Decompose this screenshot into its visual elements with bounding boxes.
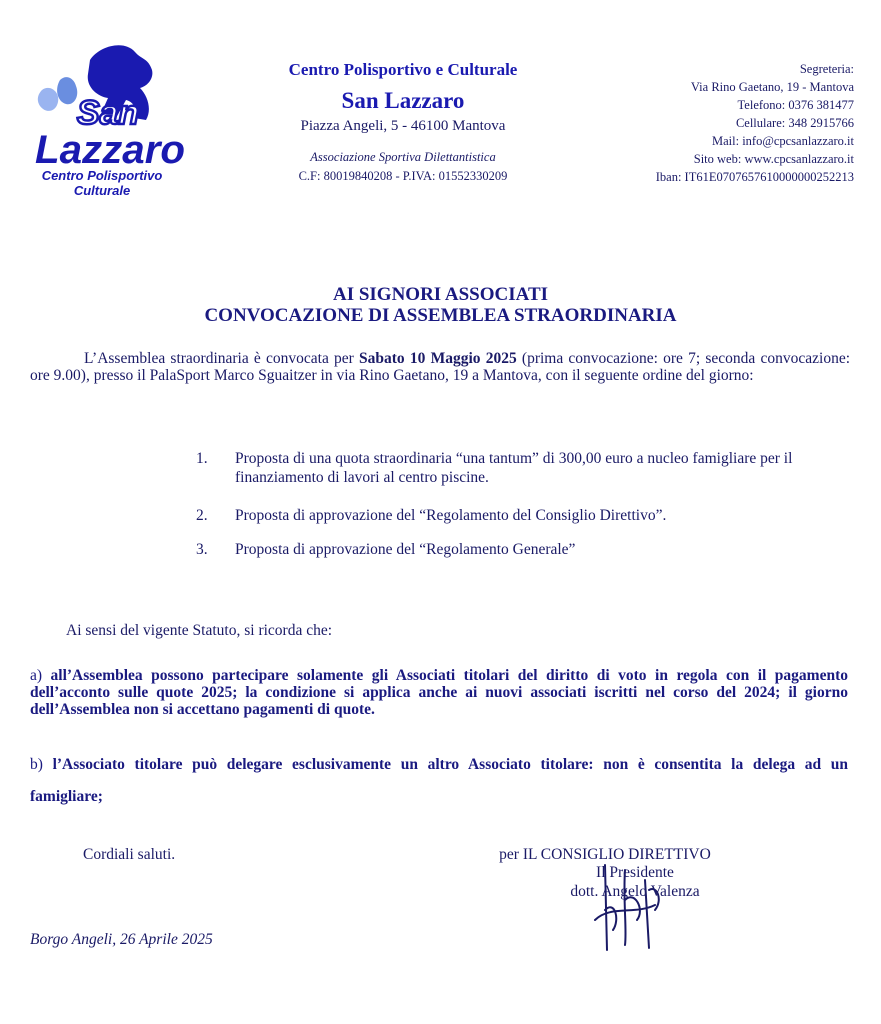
secretariat-label: Segreteria: xyxy=(799,62,854,76)
point-b-line1 xyxy=(30,749,848,781)
agenda-text: Proposta di approvazione del “Regolamento Generale” xyxy=(235,541,576,558)
secretariat-mail[interactable]: Mail: info@cpcsanlazzaro.it xyxy=(711,134,854,148)
intro-before: L’Assemblea straordinaria è convocata per xyxy=(84,350,360,367)
point-b-text2: famigliare; xyxy=(30,788,103,805)
title-line2: CONVOCAZIONE DI ASSEMBLEA STRAORDINARIA xyxy=(204,305,677,326)
signature-line1: per IL CONSIGLIO DIRETTIVO xyxy=(499,846,711,863)
san-lazzaro-logo xyxy=(30,40,190,200)
logo-san-text: San xyxy=(76,94,140,132)
intro-date: Sabato 10 Maggio 2025 xyxy=(359,350,517,367)
secretariat-iban: Iban: IT61E0707657610000000252213 xyxy=(655,170,854,184)
handwritten-signature xyxy=(575,860,675,955)
agenda-num: 2. xyxy=(196,507,208,524)
point-b-text1: l’Associato titolare può delegare esclusivamente un altro Associato titolare: non è consentita la delega ad un xyxy=(52,756,848,773)
agenda-text: Proposta di una quota straordinaria “una tantum” di 300,00 euro a nucleo famigliare per il finanziamento di lavori al centro piscine. xyxy=(235,450,793,486)
agenda-num: 3. xyxy=(196,541,208,558)
secretariat-block xyxy=(524,60,854,186)
place-date: Borgo Angeli, 26 Aprile 2025 xyxy=(30,931,213,948)
point-b xyxy=(30,749,848,813)
intro-after: (prima convocazione: ore 7; seconda convocazione: ore 9.00), presso il PalaSport Marco Sguaitzer in via Rino Gaetano, 19 a Mantova, con il seguente ordine del giorno: xyxy=(30,350,851,384)
org-name-line2: San Lazzaro xyxy=(341,88,465,113)
org-name-line1: Centro Polisportivo e Culturale xyxy=(288,60,518,79)
agenda-num: 1. xyxy=(196,450,208,467)
logo-sub1: Centro Polisportivo xyxy=(41,168,163,183)
secretariat-address: Via Rino Gaetano, 19 - Mantova xyxy=(690,80,854,94)
secretariat-mobile: Cellulare: 348 2915766 xyxy=(735,116,854,130)
point-b-label: b) xyxy=(30,756,53,773)
title-line1: AI SIGNORI ASSOCIATI xyxy=(332,284,549,305)
point-a xyxy=(30,667,848,718)
secretariat-website[interactable]: Sito web: www.cpcsanlazzaro.it xyxy=(693,152,854,166)
agenda-text: Proposta di approvazione del “Regolamento del Consiglio Direttivo”. xyxy=(235,507,667,524)
secretariat-phone: Telefono: 0376 381477 xyxy=(737,98,854,112)
org-assoc-type: Associazione Sportiva Dilettantistica xyxy=(310,150,496,164)
signature-line3: dott. Angelo Valenza xyxy=(570,883,700,900)
greeting: Cordiali saluti. xyxy=(83,846,176,863)
logo-lazzaro-text: Lazzaro xyxy=(35,128,185,172)
point-a-label: a) xyxy=(30,667,51,684)
org-fiscal-codes: C.F: 80019840208 - P.IVA: 01552330209 xyxy=(298,169,508,183)
logo-sub2: Culturale xyxy=(73,183,131,198)
point-a-text: all’Assemblea possono partecipare solamente gli Associati titolari del diritto di voto in regola con il pagamento dell’acconto sulle quote 2025; la condizione si applica anche ai nuovi associati iscritti nel corso del 2024; il giorno dell’Assemblea non si accettano pagamenti di quote. xyxy=(30,667,848,718)
org-address: Piazza Angeli, 5 - 46100 Mantova xyxy=(300,118,506,134)
intro-paragraph xyxy=(30,350,850,384)
signature-line2: Il Presidente xyxy=(596,864,674,881)
statute-reminder: Ai sensi del vigente Statuto, si ricorda che: xyxy=(66,622,333,639)
